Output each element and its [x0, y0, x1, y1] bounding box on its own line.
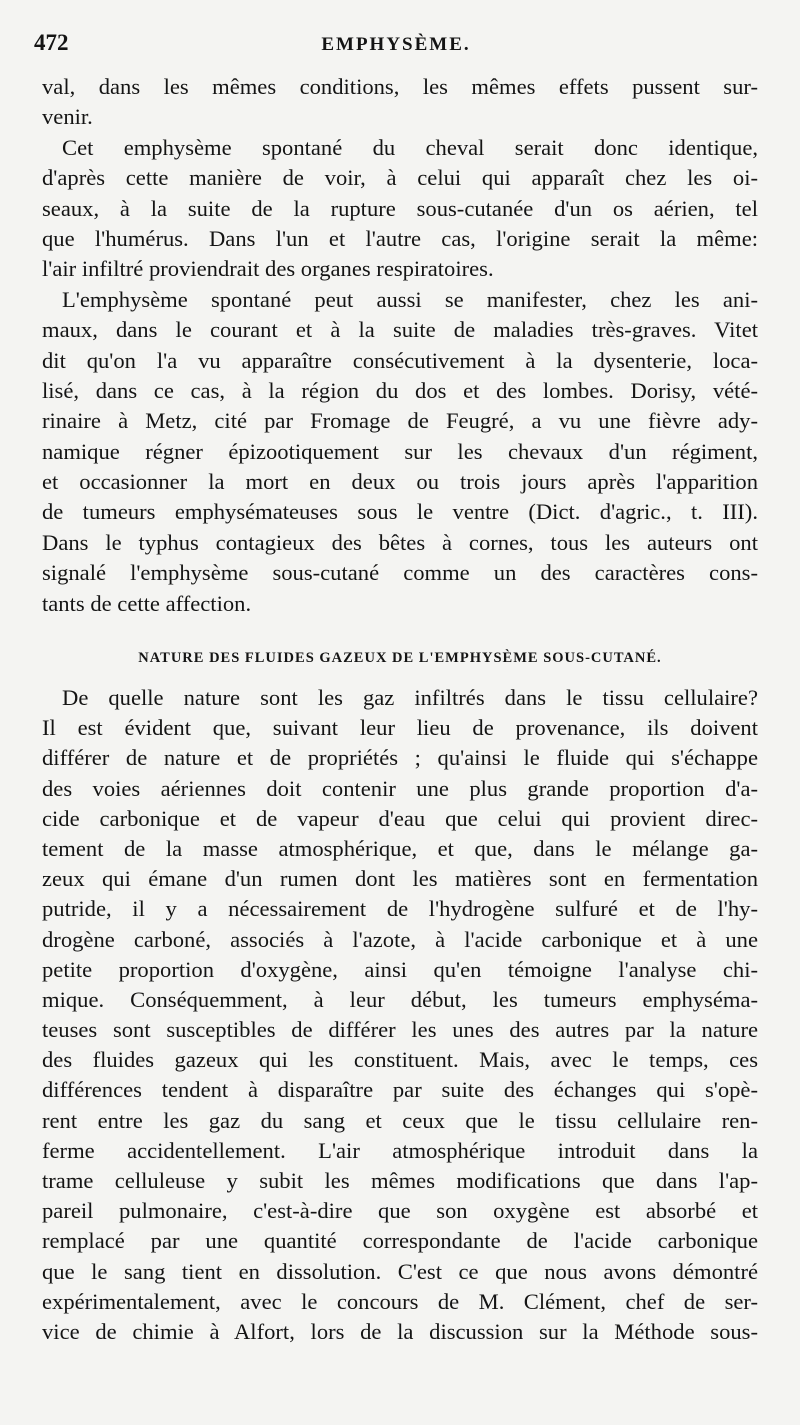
section-paragraph [42, 683, 758, 1347]
text-line: rent entre les gaz du sang et ceux que le tissu cellulaire ren- [42, 1107, 758, 1133]
text-line: que l'humérus. Dans l'un et l'autre cas, l'origine serait la même: [42, 225, 758, 251]
text-line: drogène carboné, associés à l'azote, à l'acide carbonique et à une [42, 926, 758, 952]
section-heading: NATURE DES FLUIDES GAZEUX DE L'EMPHYSÈME SOUS-CUTANÉ. [138, 650, 662, 667]
text-line: vice de chimie à Alfort, lors de la discussion sur la Méthode sous- [42, 1318, 758, 1344]
text-line: tement de la masse atmosphérique, et que, dans le mélange ga- [42, 835, 758, 861]
text-line: lisé, dans ce cas, à la région du dos et des lombes. Dorisy, vété- [42, 377, 758, 403]
text-line: mique. Conséquemment, à leur début, les tumeurs emphyséma- [42, 986, 758, 1012]
text-line: de tumeurs emphysémateuses sous le ventre (Dict. d'agric., t. III). [42, 499, 758, 525]
text-line: putride, il y a nécessairement de l'hydrogène sulfuré et de l'hy- [42, 896, 758, 922]
body-text [42, 72, 758, 1347]
text-line: seaux, à la suite de la rupture sous-cutanée d'un os aérien, tel [42, 195, 758, 221]
text-line: venir. [42, 104, 93, 130]
text-line: des fluides gazeux qui les constituent. Mais, avec le temps, ces [42, 1047, 758, 1073]
text-line: d'après cette manière de voir, à celui qui apparaît chez les oi- [42, 165, 758, 191]
text-line: différences tendent à disparaître par suite des échanges qui s'opè- [42, 1077, 758, 1103]
text-line: teuses sont susceptibles de différer les unes des autres par la nature [42, 1017, 758, 1043]
text-line: expérimentalement, avec le concours de M. Clément, chef de ser- [42, 1288, 758, 1314]
text-line: l'air infiltré proviendrait des organes respiratoires. [42, 256, 494, 282]
text-line: Il est évident que, suivant leur lieu de provenance, ils doivent [42, 715, 758, 741]
text-line: pareil pulmonaire, c'est-à-dire que son oxygène est absorbé et [42, 1198, 758, 1224]
text-line: que le sang tient en dissolution. C'est ce que nous avons démontré [42, 1258, 758, 1284]
paragraph [42, 72, 758, 133]
text-line: namique régner épizootiquement sur les chevaux d'un régiment, [42, 438, 758, 464]
text-line: remplacé par une quantité correspondante de l'acide carbonique [42, 1228, 758, 1254]
text-line: zeux qui émane d'un rumen dont les matières sont en fermentation [42, 866, 758, 892]
text-line: dit qu'on l'a vu apparaître consécutivement à la dysenterie, loca- [42, 347, 758, 373]
text-line: ferme accidentellement. L'air atmosphérique introduit dans la [42, 1137, 758, 1163]
text-line: différer de nature et de propriétés ; qu'ainsi le fluide qui s'échappe [42, 745, 758, 771]
text-line: De quelle nature sont les gaz infiltrés dans le tissu cellulaire? [62, 685, 758, 711]
text-line: cide carbonique et de vapeur d'eau que celui qui provient direc- [42, 805, 758, 831]
text-line: petite proportion d'oxygène, ainsi qu'en témoigne l'analyse chi- [42, 956, 758, 982]
running-title: EMPHYSÈME. [321, 34, 471, 55]
page-header [34, 30, 758, 64]
text-line: signalé l'emphysème sous-cutané comme un des caractères cons- [42, 560, 758, 586]
text-line: val, dans les mêmes conditions, les mêmes effets pussent sur- [42, 74, 758, 99]
text-line: Cet emphysème spontané du cheval serait donc identique, [62, 134, 758, 160]
text-line: tants de cette affection. [42, 590, 252, 616]
text-line: trame celluleuse y subit les mêmes modifications que dans l'ap- [42, 1168, 758, 1194]
text-line: L'emphysème spontané peut aussi se manifester, chez les ani- [62, 286, 758, 312]
text-line: des voies aériennes doit contenir une plus grande proportion d'a- [42, 775, 758, 801]
paragraph [42, 133, 758, 285]
page-number: 472 [34, 30, 69, 55]
text-line: rinaire à Metz, cité par Fromage de Feugré, a vu une fièvre ady- [42, 408, 758, 434]
paragraph [42, 285, 758, 619]
text-line: Dans le typhus contagieux des bêtes à cornes, tous les auteurs ont [42, 529, 758, 555]
text-line: maux, dans le courant et à la suite de maladies très-graves. Vitet [42, 317, 758, 343]
text-line: et occasionner la mort en deux ou trois jours après l'apparition [42, 469, 758, 495]
